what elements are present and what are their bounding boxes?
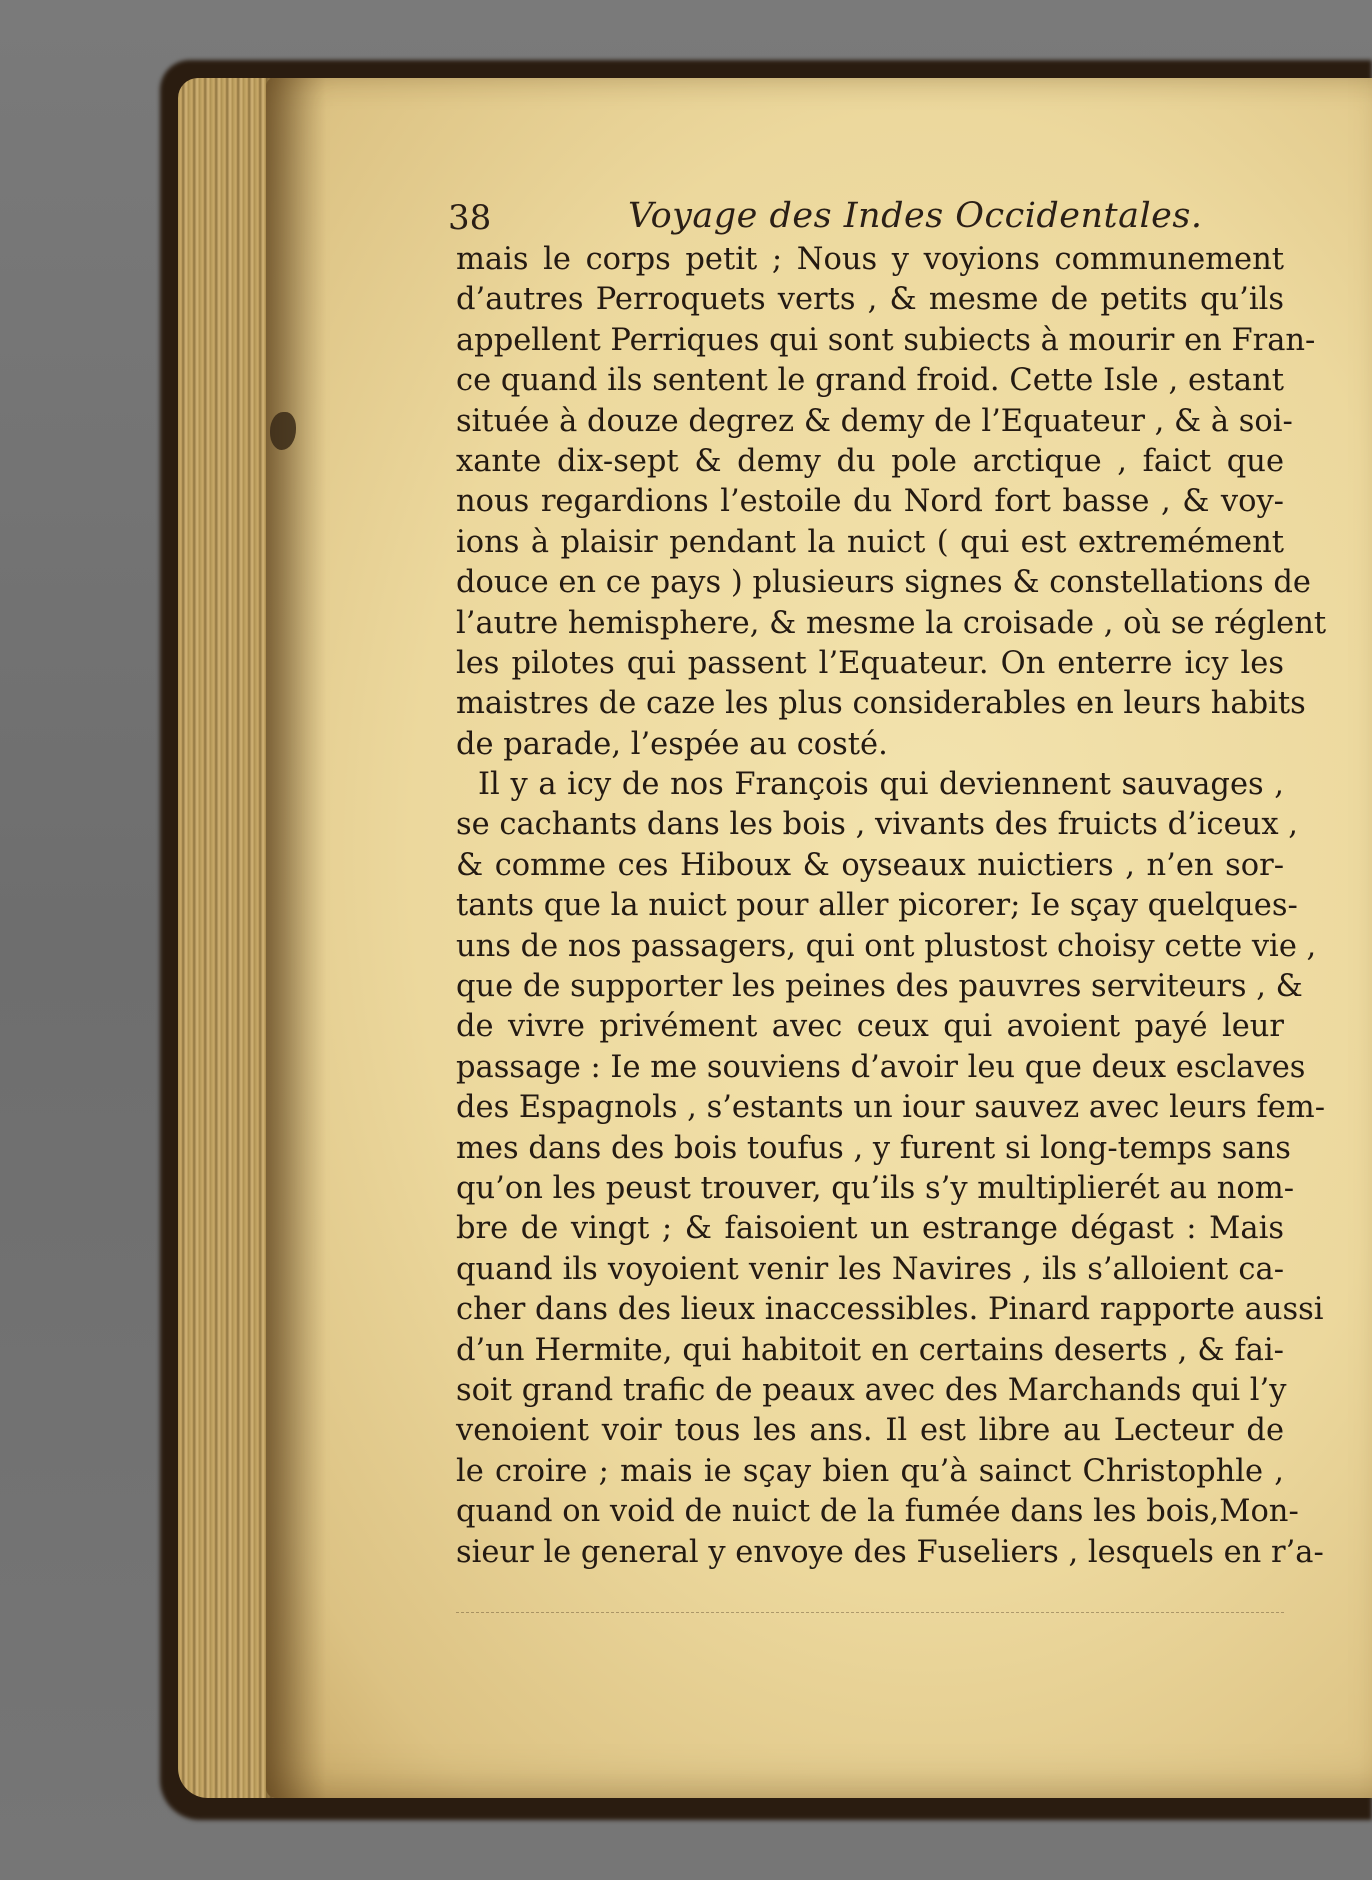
gutter-shadow	[266, 78, 326, 1798]
text-line: soit grand trafic de peaux avec des Marchands qui l’y	[456, 1372, 1287, 1408]
page-number: 38	[448, 198, 492, 238]
text-line: d’autres Perroquets verts , & mesme de petits qu’ils	[456, 282, 1284, 318]
text-line: bre de vingt ; & faisoient un estrange dégast : Mais	[456, 1211, 1284, 1247]
text-line: Il y a icy de nos François qui deviennent sauvages ,	[478, 767, 1284, 803]
text-line: mais le corps petit ; Nous y voyions communement	[456, 242, 1284, 277]
text-line: douce en ce pays ) plusieurs signes & constellations de	[456, 565, 1311, 601]
text-line: cher dans des lieux inaccessibles. Pinard rapporte aussi	[456, 1292, 1324, 1328]
text-line: ce quand ils sentent le grand froid. Cette Isle , estant	[456, 363, 1284, 399]
bottom-margin-rule	[456, 1612, 1284, 1617]
text-line: appellent Perriques qui sont subiects à mourir en Fran-	[456, 322, 1316, 358]
text-line: située à douze degrez & demy de l’Equateur , & à soi-	[456, 403, 1293, 439]
text-line: de parade, l’espée au costé.	[456, 726, 888, 762]
text-line: se cachants dans les bois , vivants des fruicts d’iceux ,	[456, 807, 1298, 843]
text-line: passage : Ie me souviens d’avoir leu que deux esclaves	[456, 1049, 1306, 1085]
text-line: le croire ; mais ie sçay bien qu’à sainct Christophle ,	[456, 1453, 1284, 1489]
text-line: quand ils voyoient venir les Navires , ils s’alloient ca-	[456, 1251, 1284, 1287]
page-header	[448, 196, 1328, 246]
running-title: Voyage des Indes Occidentales.	[628, 196, 1203, 236]
text-line: des Espagnols , s’estants un iour sauvez avec leurs fem-	[456, 1090, 1326, 1126]
text-line: nous regardions l’estoile du Nord fort basse , & voy-	[456, 484, 1284, 520]
text-line: maistres de caze les plus considerables en leurs habits	[456, 686, 1306, 722]
text-line: l’autre hemisphere, & mesme la croisade , où se réglent	[456, 605, 1327, 641]
body-text	[456, 240, 1327, 1573]
paragraph-2	[456, 765, 1326, 1573]
text-line: les pilotes qui passent l’Equateur. On enterre icy les	[456, 645, 1284, 681]
paragraph-1	[456, 240, 1327, 765]
text-line: d’un Hermite, qui habitoit en certains deserts , & fai-	[456, 1332, 1284, 1368]
text-line: quand on void de nuict de la fumée dans les bois,Mon-	[456, 1494, 1299, 1530]
text-line: que de supporter les peines des pauvres serviteurs , &	[456, 969, 1303, 1005]
text-line: ions à plaisir pendant la nuict ( qui est extremément	[456, 524, 1284, 560]
text-line: xante dix-sept & demy du pole arctique , faict que	[456, 443, 1284, 479]
text-line: venoient voir tous les ans. Il est libre au Lecteur de	[456, 1413, 1284, 1449]
text-line: tants que la nuict pour aller picorer; Ie sçay quelques-	[456, 888, 1298, 924]
text-line: mes dans des bois toufus , y furent si long-temps sans	[456, 1130, 1291, 1166]
text-line: uns de nos passagers, qui ont plustost choisy cette vie ,	[456, 928, 1317, 964]
text-line: de vivre privément avec ceux qui avoient payé leur	[456, 1009, 1284, 1045]
text-line: & comme ces Hiboux & oyseaux nuictiers , n’en sor-	[456, 847, 1284, 883]
text-line: sieur le general y envoye des Fuseliers , lesquels en r’a-	[456, 1534, 1324, 1570]
text-line: qu’on les peust trouver, qu’ils s’y multiplierét au nom-	[456, 1170, 1295, 1206]
